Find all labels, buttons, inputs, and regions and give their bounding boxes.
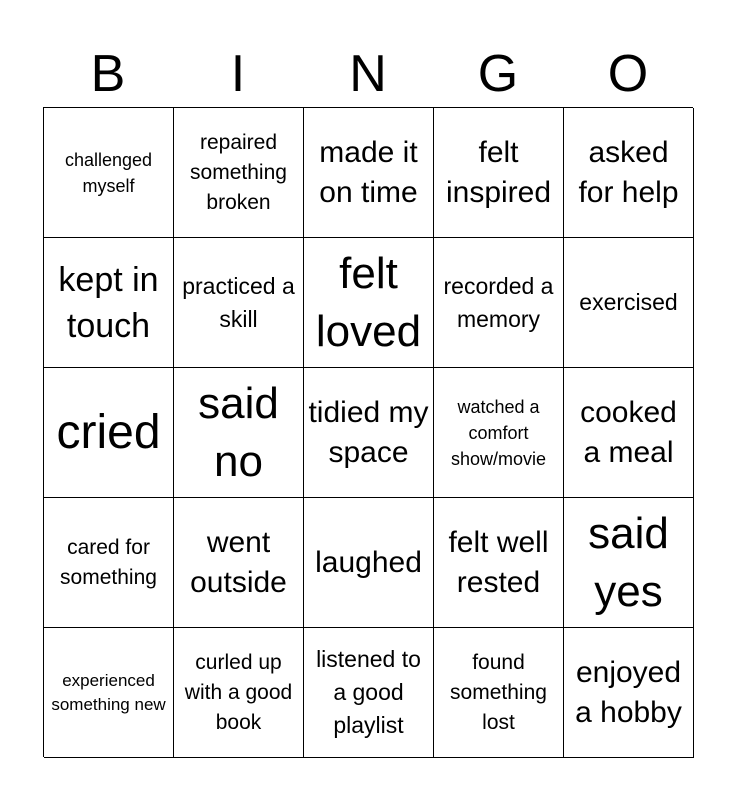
bingo-cell-r2-c2[interactable] [174,238,304,368]
bingo-cell-r5-c5[interactable] [564,628,694,758]
bingo-cell-r2-c3[interactable] [304,238,434,368]
bingo-cell-r4-c4[interactable] [434,498,564,628]
bingo-cell-r3-c4[interactable] [434,368,564,498]
bingo-cell-label: cared for something [60,535,157,589]
bingo-cell-r2-c5[interactable] [564,238,694,368]
bingo-cell-r1-c2[interactable] [174,108,304,238]
bingo-cell-r2-c1[interactable] [44,238,174,368]
bingo-cell-label: said yes [588,508,669,616]
bingo-cell-r4-c5[interactable] [564,498,694,628]
bingo-cell-label: tidied my space [308,395,429,469]
bingo-cell-label: felt well rested [448,525,549,599]
bingo-cell-label: asked for help [578,135,679,209]
bingo-cell-label: found something lost [450,650,547,734]
bingo-cell-r4-c3[interactable] [304,498,434,628]
bingo-cell-label: felt inspired [445,135,552,209]
bingo-cell-label: exercised [579,289,678,315]
bingo-cell-label: laughed [315,545,422,579]
bingo-cell-label: curled up with a good book [184,650,293,734]
bingo-cell-r4-c1[interactable] [44,498,174,628]
bingo-cell-r1-c4[interactable] [434,108,564,238]
bingo-cell-label: challenged myself [64,149,153,196]
bingo-cell-r2-c4[interactable] [434,238,564,368]
bingo-cell-r5-c3[interactable] [304,628,434,758]
bingo-cell-label: felt loved [315,248,422,356]
bingo-cell-label: experienced something new [51,670,166,714]
header-letter-g: G [477,45,519,103]
bingo-cell-r3-c3[interactable] [304,368,434,498]
bingo-cell-label: cried [56,405,161,459]
header-letter-i: I [230,45,246,103]
bingo-cell-r1-c5[interactable] [564,108,694,238]
bingo-cell-label: practiced a skill [182,272,295,332]
bingo-cell-r1-c1[interactable] [44,108,174,238]
bingo-cell-label: went outside [190,525,287,599]
header-letter-o: O [607,45,649,103]
bingo-cell-label: repaired something broken [190,130,287,214]
header-letter-b: B [90,45,126,103]
bingo-cell-r5-c4[interactable] [434,628,564,758]
bingo-cell-r3-c1[interactable] [44,368,174,498]
bingo-cell-r4-c2[interactable] [174,498,304,628]
bingo-board [43,107,693,757]
bingo-cell-label: watched a comfort show/movie [450,396,547,469]
bingo-header [43,42,693,106]
bingo-cell-label: made it on time [319,135,418,209]
bingo-cell-label: said no [198,378,279,486]
bingo-cell-r1-c3[interactable] [304,108,434,238]
header-letter-n: N [349,45,387,103]
bingo-cell-label: enjoyed a hobby [575,655,682,729]
bingo-cell-r5-c1[interactable] [44,628,174,758]
bingo-cell-r3-c5[interactable] [564,368,694,498]
bingo-cell-label: kept in touch [58,260,159,345]
bingo-cell-label: cooked a meal [580,395,677,469]
bingo-cell-r5-c2[interactable] [174,628,304,758]
bingo-cell-r3-c2[interactable] [174,368,304,498]
bingo-cell-label: recorded a memory [443,272,554,332]
bingo-cell-label: listened to a good playlist [316,646,421,738]
